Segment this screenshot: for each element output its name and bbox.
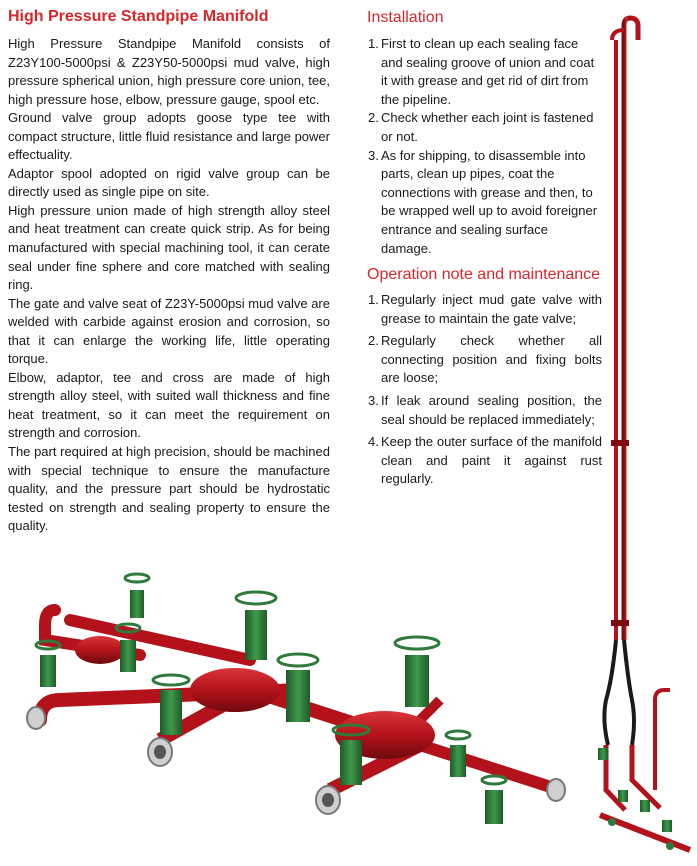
description-paragraph: The part required at high precision, should be machined with special technique to ensure the manufacture quality, and the pressure part should be hydrostatic tested on strength and sealing property to ensure the quality. (8, 444, 330, 534)
description-paragraph: Elbow, adaptor, tee and cross are made of high strength alloy steel, with suited wall thickness and fine heat treatment, so it can meet the requirement on strength and corrosion. (8, 369, 330, 441)
item-number: 3. (368, 147, 379, 163)
description-paragraph: The gate and valve seat of Z23Y-5000psi mud valve are welded with carbide against erosion and corrosion, so that it can enlarge the working life, little operating torque. (8, 295, 330, 367)
description-paragraph: High pressure union made of high strength alloy steel and heat treatment can create quick strip. As for being manufactured with special machining tool, it can cerate seal under fine sphere and core matched with sealing ring. (8, 202, 330, 293)
item-number: 3. (368, 392, 379, 408)
installation-heading: Installation (367, 9, 444, 26)
item-text: First to clean up each sealing face and sealing groove of union and coat it with grease and get rid of dirt from the pipeline. (381, 36, 595, 107)
item-number: 1. (368, 36, 379, 51)
page-title: High Pressure Standpipe Manifold (8, 8, 269, 25)
description-paragraph: High Pressure Standpipe Manifold consists of Z23Y100-5000psi & Z23Y50-5000psi mud valve, high pressure spherical union, high pressure core union, tee, high pressure hose, elbow, pressure gauge, spool etc. (8, 36, 330, 107)
item-text: Regularly inject mud gate valve with grease to maintain the gate valve; (381, 292, 602, 326)
item-number: 2. (368, 333, 379, 349)
description-paragraph: Ground valve group adopts goose type tee with compact structure, little fluid resistance and large power effectuality. (8, 110, 330, 163)
item-number: 2. (368, 110, 379, 126)
description-paragraph: Adaptor spool adopted on rigid valve group can be directly used as single pipe on site. (8, 165, 330, 200)
item-number: 1. (368, 292, 379, 307)
operation-heading: Operation note and maintenance (367, 266, 601, 283)
item-text: If leak around sealing position, the seal should be replaced immediately; (381, 392, 602, 427)
item-number: 4. (368, 434, 379, 450)
item-text: Regularly check whether all connecting position and fixing bolts are loose; (381, 333, 602, 386)
item-text: Keep the outer surface of the manifold clean and paint it against rust regularly. (381, 434, 602, 487)
item-text: As for shipping, to disassemble into parts, clean up pipes, coat the connections with grease and then, to be wrapped well up to avoid foreigner entrance and sealing surface damage. (381, 147, 598, 256)
item-text: Check whether each joint is fastened or not. (381, 110, 594, 144)
